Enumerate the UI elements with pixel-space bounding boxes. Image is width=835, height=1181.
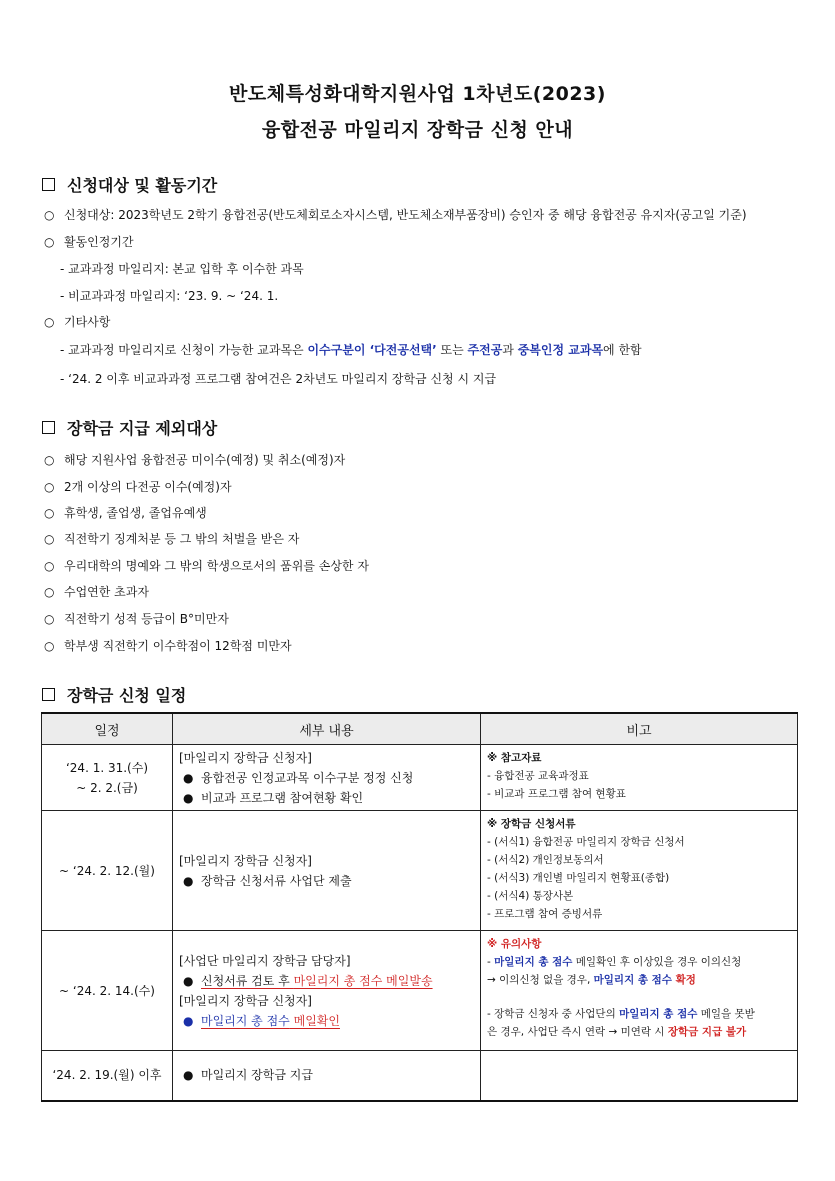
col-header-details: 세부 내용 [173, 713, 481, 745]
section-heading-eligibility: 신청대상 및 활동기간 [42, 173, 217, 196]
schedule-date: ‘24. 2. 19.(월) 이후 [42, 1051, 173, 1101]
exclusion-item: ○ 우리대학의 명예와 그 밖의 학생으로서의 품위를 손상한 자 [44, 559, 369, 573]
schedule-table [41, 712, 798, 1102]
square-bullet-icon [42, 688, 55, 701]
document-title-line2: 융합전공 마일리지 장학금 신청 안내 [261, 119, 574, 141]
period-item-curricular: - 교과과정 마일리지: 본교 입학 후 이수한 과목 [60, 262, 304, 276]
eligibility-target: ○ 신청대상: 2023학년도 2학기 융합전공(반도체회로소자시스템, 반도체소재부품장비) 승인자 중 해당 융합전공 유지자(공고일 기준) [44, 208, 747, 222]
exclusion-item: ○ 직전학기 징계처분 등 그 밖의 처벌을 받은 자 [44, 532, 300, 546]
schedule-details: ● 마일리지 장학금 지급 [173, 1051, 481, 1101]
section-heading-schedule: 장학금 신청 일정 [42, 683, 186, 706]
exclusion-item: ○ 해당 지원사업 융합전공 미이수(예정) 및 취소(예정)자 [44, 453, 346, 467]
exclusion-item: ○ 학부생 직전학기 이수학점이 12학점 미만자 [44, 639, 292, 653]
exclusion-item: ○ 수업연한 초과자 [44, 585, 149, 599]
table-row [42, 745, 798, 811]
exclusion-item: ○ 직전학기 성적 등급이 B°미만자 [44, 612, 229, 626]
etc-label: ○ 기타사항 [44, 315, 111, 329]
schedule-date: ‘24. 1. 31.(수) ~ 2. 2.(금) [42, 745, 173, 811]
activity-period-label: ○ 활동인정기간 [44, 235, 134, 249]
etc-item-courses: - 교과과정 마일리지로 신청이 가능한 교과목은 이수구분이 ‘다전공선택’ 또는 주전공과 중복인정 교과목에 한함 [60, 343, 642, 357]
table-row [42, 811, 798, 931]
square-bullet-icon [42, 421, 55, 434]
exclusion-item: ○ 2개 이상의 다전공 이수(예정)자 [44, 480, 232, 494]
schedule-notes: ※ 장학금 신청서류 - (서식1) 융합전공 마일리지 장학금 신청서 - (서식2) 개인정보동의서 - (서식3) 개인별 마일리지 현황표(종합) - (서식4) 통장사본 - 프로그램 참여 증빙서류 [481, 811, 798, 931]
schedule-date: ~ ‘24. 2. 14.(수) [42, 931, 173, 1051]
col-header-notes: 비고 [481, 713, 798, 745]
schedule-notes: ※ 유의사항 - 마일리지 총 점수 메일확인 후 이상있을 경우 이의신청 → 이의신청 없을 경우, 마일리지 총 점수 확정 - 장학금 신청자 중 사업단의 마일리지 총 점수 메일을 못받 은 경우, 사업단 즉시 연락 → 미연락 시 장학금 지급 불가 [481, 931, 798, 1051]
period-item-extracurricular: - 비교과과정 마일리지: ‘23. 9. ~ ‘24. 1. [60, 289, 279, 303]
schedule-details: [마일리지 장학금 신청자] ● 장학금 신청서류 사업단 제출 [173, 811, 481, 931]
table-row [42, 931, 798, 1051]
document-title-line1: 반도체특성화대학지원사업 1차년도(2023) [229, 83, 606, 105]
schedule-details: [사업단 마일리지 장학금 담당자] ● 신청서류 검토 후 마일리지 총 점수 메일발송 [마일리지 장학금 신청자] ● 마일리지 총 점수 메일확인 [173, 931, 481, 1051]
schedule-notes: ※ 참고자료 - 융합전공 교육과정표 - 비교과 프로그램 참여 현황표 [481, 745, 798, 811]
exclusion-item: ○ 휴학생, 졸업생, 졸업유예생 [44, 506, 207, 520]
etc-item-next-year: - ‘24. 2 이후 비교과과정 프로그램 참여건은 2차년도 마일리지 장학금 신청 시 지급 [60, 372, 497, 386]
table-header-row [42, 713, 798, 745]
section-heading-exclusions: 장학금 지급 제외대상 [42, 416, 217, 439]
col-header-date: 일정 [42, 713, 173, 745]
schedule-notes [481, 1051, 798, 1101]
table-row [42, 1051, 798, 1101]
square-bullet-icon [42, 178, 55, 191]
schedule-details: [마일리지 장학금 신청자] ● 융합전공 인정교과목 이수구분 정정 신청 ● 비교과 프로그램 참여현황 확인 [173, 745, 481, 811]
schedule-date: ~ ‘24. 2. 12.(월) [42, 811, 173, 931]
